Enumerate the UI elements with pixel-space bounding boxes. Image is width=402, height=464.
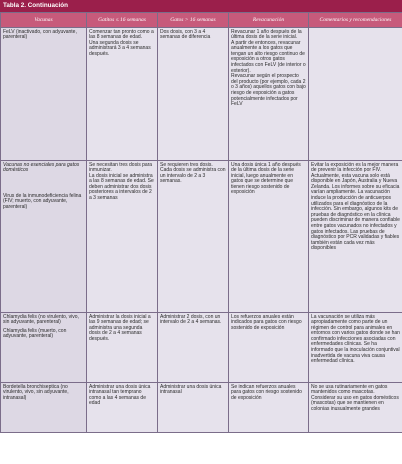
header-gatitos: Gatitos ≤ 16 semanas xyxy=(87,13,158,28)
adults-cell xyxy=(158,313,229,383)
comments-text: No se usa rutinariamente en gatos mantenidos como mascotas. Considerar su uso en gatos domésticos (mascotas) que se mantienen en colonias inusualmente grandes xyxy=(311,383,399,412)
adults-text: Dos dosis, con 3 a 4 semanas de diferencia xyxy=(160,28,211,41)
comments-text: La vacunación se utiliza más apropiadamente como parte de un régimen de control para animales en entornos con varios gatos donde se han confirmado infecciones asociadas con enfermedades clínicas. Se ha informado que la inoculación conjuntival inadvertida de vacuna viva causa enfermedad clínica. xyxy=(311,313,400,365)
comments-text: Evitar la exposición es la mejor manera de prevenir la infección por FIV. Actualmente, esta vacuna solo está disponible en Japón, Australia y Nueva Zelanda. Los informes sobre su eficacia varían ampliamente. La vacunación induce la producción de anticuerpos utilizados para el diagnóstico de la infección. Sin embargo, algunos kits de pruebas de diagnóstico en la clínica pueden discriminar de manera confiable entre gatos vacunados no infectados y gatos infectados. Las pruebas de diagnóstico por PCR validadas y fiables también están cada vez más disponibles xyxy=(311,161,400,252)
table-title: Tabla 2. Continuación xyxy=(0,0,402,12)
kittens-cell xyxy=(87,383,158,433)
kittens-text: Administrar una dosis única intranasal tan temprano como a las 4 semanas de edad xyxy=(89,383,151,407)
section-title: Vacunas no esenciales para gatos domésticos xyxy=(3,161,80,174)
revaccination-cell xyxy=(229,161,309,313)
header-gatos: Gatos > 16 semanas xyxy=(158,13,229,28)
kittens-text: Administrar la dosis inicial a las 9 semanas de edad; se administra una segunda dosis de 2 a 4 semanas después. xyxy=(89,313,151,342)
revaccination-text: Se indican refuerzos anuales para gatos con riesgo sostenido de exposición xyxy=(231,383,302,401)
comments-cell xyxy=(309,28,402,161)
vaccine-name: FeLV (inactivado, con adyuvante, parenteral) xyxy=(3,28,77,41)
kittens-cell xyxy=(87,313,158,383)
comments-cell xyxy=(309,161,402,313)
adults-text: Se requieren tres dosis. Cada dosis se administra con un intervalo de 2 a 3 semanas. xyxy=(160,161,226,185)
table-row xyxy=(1,161,402,313)
table-row xyxy=(1,313,402,383)
adults-text: Administrar una dosis única intranasal xyxy=(160,383,222,396)
header-comentarios: Comentarios y recomendaciones xyxy=(309,13,402,28)
vaccine-name-a: Chlamydia felis (no virulento, vivo, sin adyuvante, parenteral) xyxy=(3,313,79,326)
header-revacunacion: Revacunación xyxy=(229,13,309,28)
vaccine-cell xyxy=(1,383,87,433)
comments-cell xyxy=(309,383,402,433)
vaccine-cell xyxy=(1,28,87,161)
table-row xyxy=(1,383,402,433)
revaccination-text: Una dosis única 1 año después de la última dosis de la serie inicial, luego anualmente en gatos que se determine que tienen riesgo sostenido de exposición xyxy=(231,161,301,196)
vaccine-cell xyxy=(1,313,87,383)
vaccine-table xyxy=(0,12,402,433)
adults-cell xyxy=(158,161,229,313)
kittens-text: Se necesitan tres dosis para inmunizar. La dosis inicial se administra a las 8 semanas de edad. Se deben administrar dos dosis posteriores a intervalos de 2 a 3 semanas xyxy=(89,161,154,202)
vaccine-cell xyxy=(1,161,87,313)
table-row xyxy=(1,28,402,161)
adults-text: Administrar 2 dosis, con un intervalo de 2 a 4 semanas. xyxy=(160,313,222,326)
header-vacunas: Vacunas xyxy=(1,13,87,28)
revaccination-cell xyxy=(229,383,309,433)
kittens-text: Comenzar tan pronto como a las 8 semanas de edad. Una segunda dosis se administrará 3 a 4 semanas después. xyxy=(89,28,154,57)
vaccine-name: Bordetella bronchiseptica (no virulento, vivo, sin adyuvante, intranasal) xyxy=(3,383,69,401)
vaccine-name-b: Chlamydia felis (muerto, con adyuvante, parenteral) xyxy=(3,327,67,340)
header-row xyxy=(1,13,402,28)
adults-cell xyxy=(158,383,229,433)
revaccination-text: Los refuerzos anuales están indicados para gatos con riesgo sostenido de exposición xyxy=(231,313,302,331)
revaccination-cell xyxy=(229,28,309,161)
comments-cell xyxy=(309,313,402,383)
revaccination-text: Revacunar 1 año después de la última dosis de la serie inicial. A partir de entonces, revacunar anualmente a los gatos que tengan un alto riesgo continuo de exposición a otros gatos infectados con FeLV (de interior o exterior). Revacunar según el prospecto del producto (por ejemplo, cada 2 o 3 años) aquellos gatos con bajo riesgo de exposición a gatos potencialmente infectados por FeLV xyxy=(231,28,306,108)
adults-cell xyxy=(158,28,229,161)
vaccine-name: Virus de la inmunodeficiencia felina (FIV; muerto, con adyuvante, parenteral) xyxy=(3,192,82,210)
kittens-cell xyxy=(87,28,158,161)
revaccination-cell xyxy=(229,313,309,383)
kittens-cell xyxy=(87,161,158,313)
